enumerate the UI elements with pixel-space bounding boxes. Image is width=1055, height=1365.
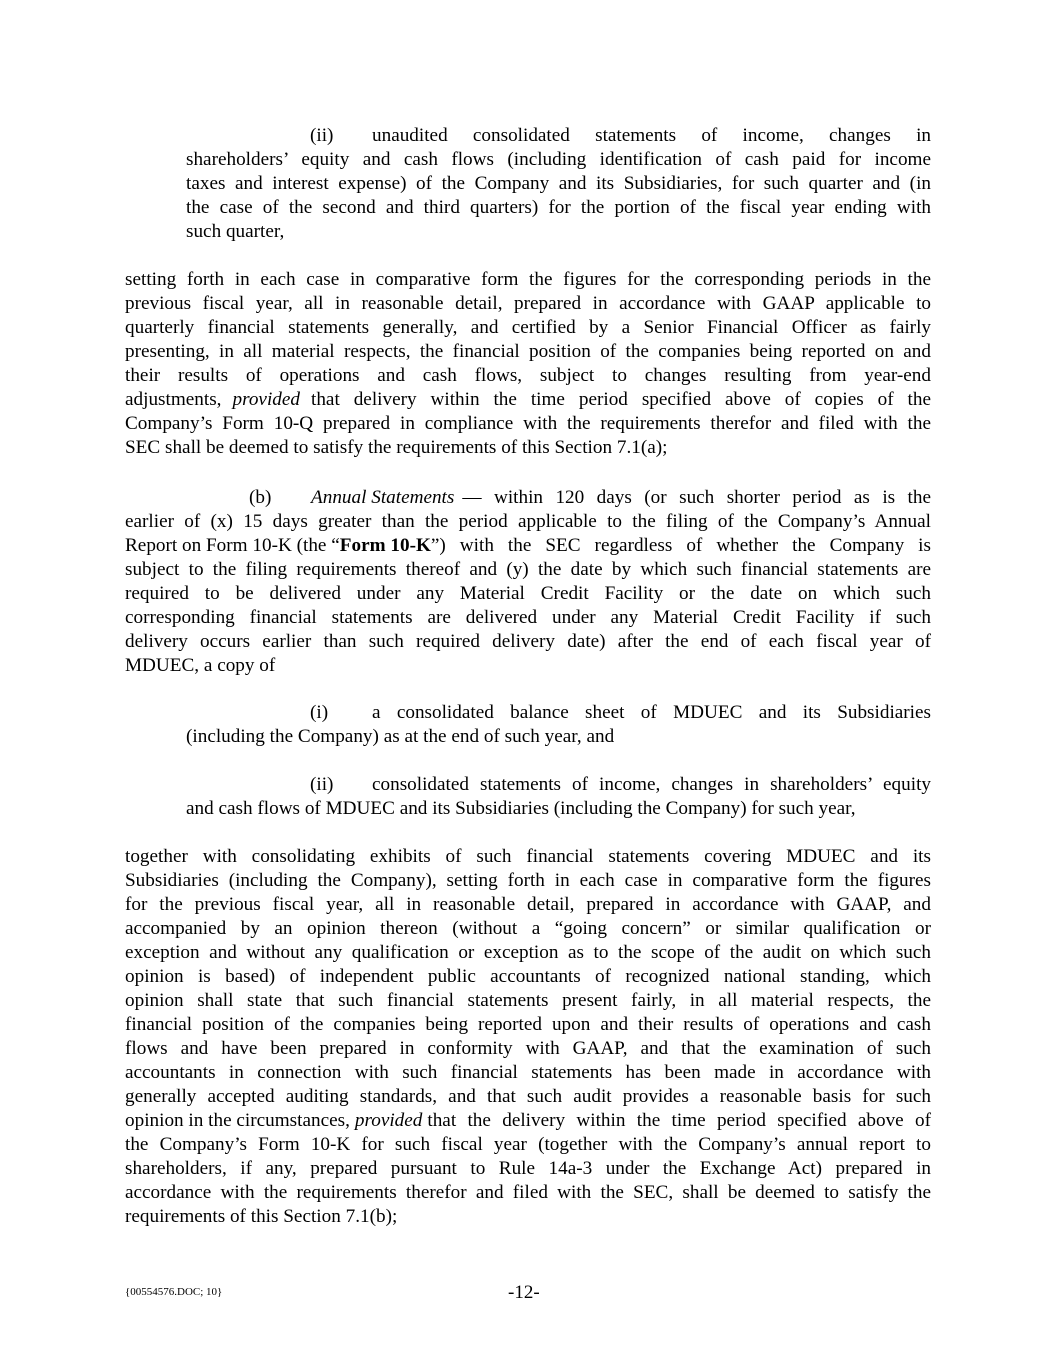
clause-b-ii [186, 773, 931, 821]
text-line: financial position of the companies being reported upon and their results of operations and cash [125, 1014, 931, 1035]
text-line: accompanied by an opinion thereon (without a “going concern” or similar qualification or [125, 918, 931, 939]
text-line: required to be delivered under any Material Credit Facility or the date on which such [125, 583, 931, 604]
text-line: SEC shall be deemed to satisfy the requirements of this Section 7.1(a); [125, 437, 668, 458]
text-line: delivery occurs earlier than such required delivery date) after the end of each fiscal year of [125, 631, 931, 652]
text-line: MDUEC, a copy of [125, 655, 276, 676]
text-line: Company’s Form 10-Q prepared in compliance with the requirements therefor and filed with the [125, 413, 931, 434]
page-number: -12- [508, 1282, 540, 1303]
text-line: shareholders’ equity and cash flows (including identification of cash paid for income [186, 149, 931, 170]
text-line: flows and have been prepared in conformity with GAAP, and that the examination of such [125, 1038, 931, 1059]
provided-italic: provided [354, 1110, 423, 1131]
defined-term-form-10k: Form 10-K [339, 535, 431, 556]
text-line: corresponding financial statements are delivered under any Material Credit Facility if such [125, 607, 931, 628]
clause-label: (i) [310, 702, 329, 723]
clause-label: (ii) [310, 774, 334, 795]
text-line: opinion in the circumstances, provided that the delivery within the time period specified above of [125, 1110, 931, 1131]
clause-first-line: (b) Annual Statements — within 120 days (or such shorter period as is the [249, 487, 931, 508]
clause-b [125, 486, 931, 678]
text-line: subject to the filing requirements thereof and (y) the date by which such financial statements are [125, 559, 931, 580]
paragraph-setting-forth [125, 268, 931, 460]
text-line: accordance with the requirements therefor and filed with the SEC, shall be deemed to satisfy the [125, 1182, 931, 1203]
clause-label: (b) [249, 487, 272, 508]
text-line: earlier of (x) 15 days greater than the period applicable to the filing of the Company’s Annual [125, 511, 931, 532]
clause-first-line: (i) a consolidated balance sheet of MDUEC and its Subsidiaries [310, 702, 931, 723]
paragraph-together-with [125, 845, 931, 1229]
text-line: presenting, in all material respects, the financial position of the companies being reported on and [125, 341, 931, 362]
text-line: generally accepted auditing standards, and that such audit provides a reasonable basis for such [125, 1086, 931, 1107]
text-line: for the previous fiscal year, all in reasonable detail, prepared in accordance with GAAP, and [125, 894, 931, 915]
text-line: previous fiscal year, all in reasonable detail, prepared in accordance with GAAP applicable to [125, 293, 931, 314]
text-line: Report on Form 10-K (the “ Form 10-K ”) with the SEC regardless of whether the Company is [125, 535, 931, 556]
clause-first-line [186, 124, 931, 148]
text-line: their results of operations and cash flows, subject to changes resulting from year-end [125, 365, 931, 386]
document-id: {00554576.DOC; 10} [125, 1286, 223, 1298]
text-line: exception and without any qualification or exception as to the scope of the audit on which such [125, 942, 931, 963]
clause-b-i [186, 701, 931, 749]
text-line: such quarter, [186, 221, 285, 242]
clause-first-line: (ii) consolidated statements of income, changes in shareholders’ equity [310, 774, 931, 795]
text-line: accountants in connection with such financial statements has been made in accordance with [125, 1062, 931, 1083]
text-line: the Company’s Form 10-K for such fiscal year (together with the Company’s annual report to [125, 1134, 931, 1155]
text-line: requirements of this Section 7.1(b); [125, 1206, 398, 1227]
clause-text: unaudited consolidated statements of income, changes in [372, 125, 931, 146]
text-line: the case of the second and third quarters) for the portion of the fiscal year ending with [186, 197, 931, 218]
text-line: together with consolidating exhibits of such financial statements covering MDUEC and its [125, 846, 931, 867]
clause-label: (ii) [310, 125, 334, 146]
text-line: taxes and interest expense) of the Company and its Subsidiaries, for such quarter and (in [186, 173, 931, 194]
text-line: opinion is based) of independent public accountants of recognized national standing, which [125, 966, 931, 987]
clause-title: Annual Statements [311, 487, 455, 508]
text-line: setting forth in each case in comparative form the figures for the corresponding periods in the [125, 269, 931, 290]
text-line: (including the Company) as at the end of such year, and [186, 726, 615, 747]
text-line: adjustments, provided that delivery within the time period specified above of copies of the [125, 389, 931, 410]
text-line: shareholders, if any, prepared pursuant to Rule 14a-3 under the Exchange Act) prepared in [125, 1158, 931, 1179]
text-line: and cash flows of MDUEC and its Subsidiaries (including the Company) for such year, [186, 798, 856, 819]
clause-a-ii [186, 124, 931, 244]
text-line: opinion shall state that such financial statements present fairly, in all material respects, the [125, 990, 931, 1011]
text-line: Subsidiaries (including the Company), setting forth in each case in comparative form the figures [125, 870, 931, 891]
provided-italic: provided [232, 389, 300, 410]
text-line: quarterly financial statements generally, and certified by a Senior Financial Officer as fairly [125, 317, 931, 338]
